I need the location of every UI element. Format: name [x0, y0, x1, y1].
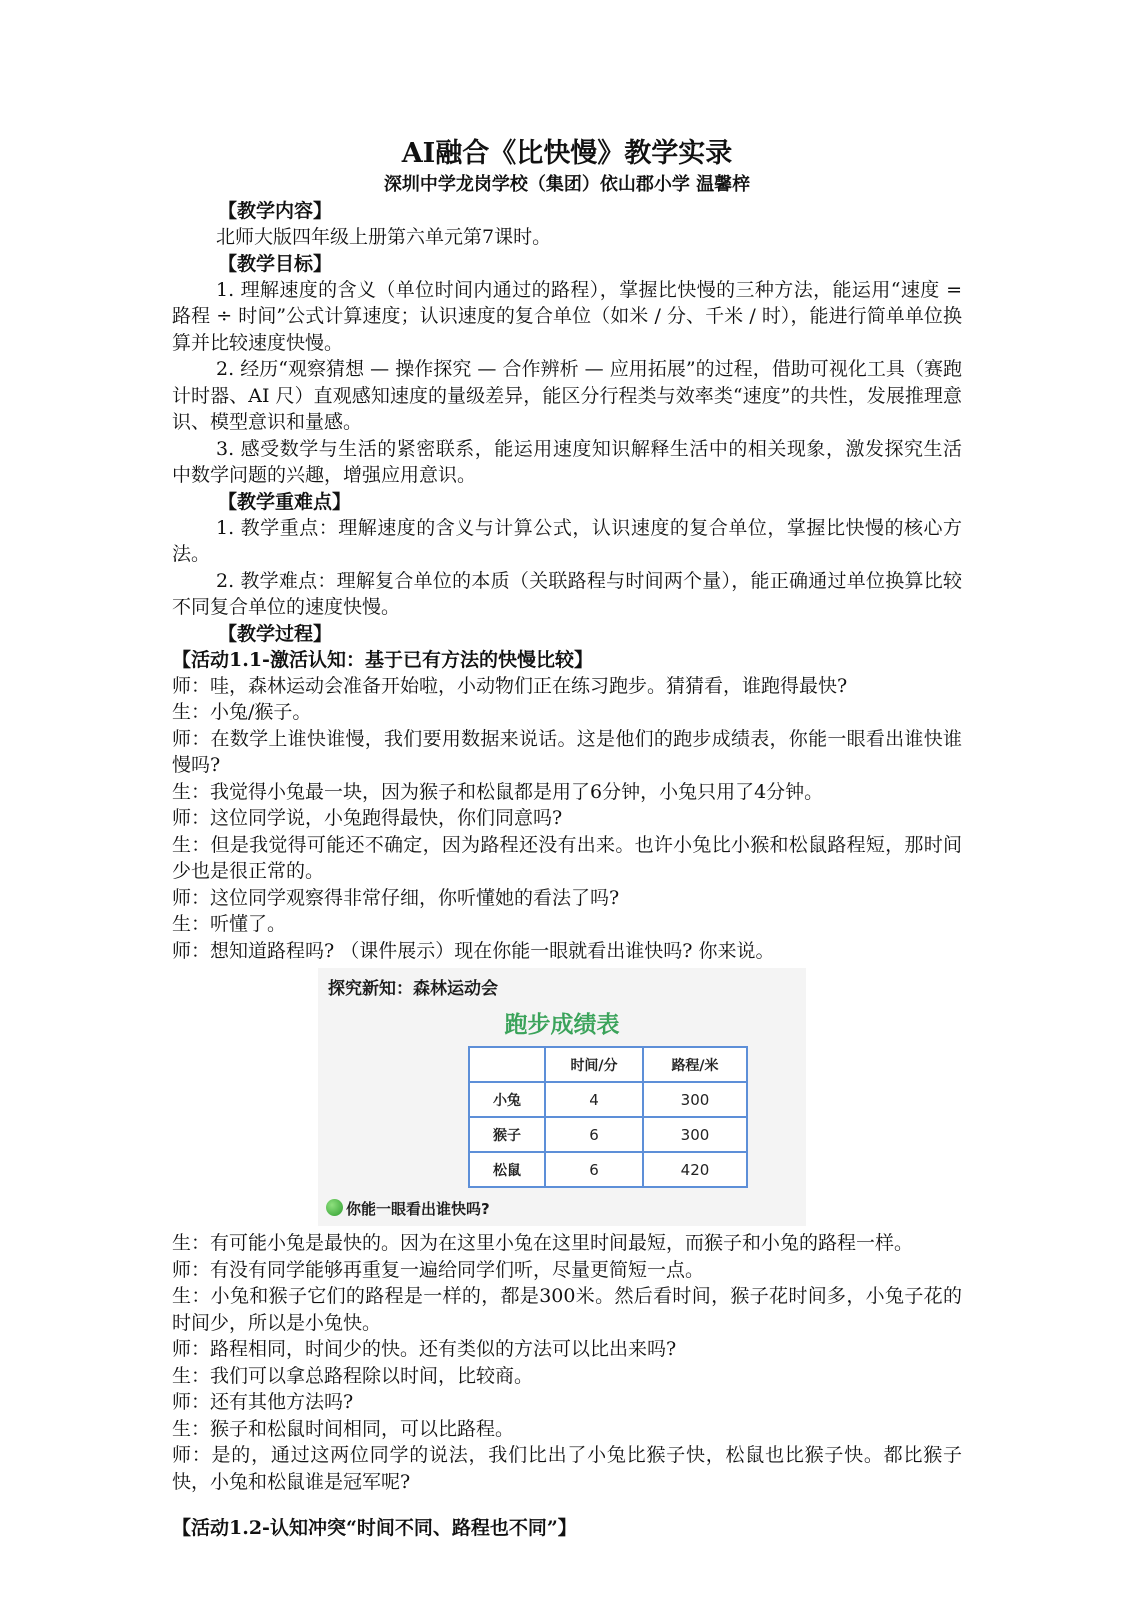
- results-table: [468, 1046, 748, 1188]
- document-page: [172, 136, 962, 1541]
- goal-paragraph: 2. 经历“观察猜想 — 操作探究 — 合作辨析 — 应用拓展”的过程，借助可视化工具（赛跑计时器、AI 尺）直观感知速度的量级差异，能区分行程类与效率类“速度”的共性，发展推理意识、模型意识和量感。: [172, 358, 962, 433]
- slide-figure: [318, 968, 806, 1226]
- dialogue-line: 生：听懂了。: [172, 913, 287, 935]
- dialogue-line: 生：小兔/猴子。: [172, 701, 312, 723]
- dialogue-line: 生：我们可以拿总路程除以时间，比较商。: [172, 1364, 534, 1387]
- section-heading-process: 【教学过程】: [218, 622, 333, 645]
- activity-heading: 【活动1.1-激活认知：基于已有方法的快慢比较】: [172, 648, 593, 671]
- table-cell: 小兔: [469, 1082, 545, 1117]
- slide-header: 探究新知：森林运动会: [328, 979, 498, 999]
- table-cell: 松鼠: [469, 1152, 545, 1187]
- goal-paragraph: 1. 理解速度的含义（单位时间内通过的路程），掌握比快慢的三种方法，能运用“速度 = 路程 ÷ 时间”公式计算速度；认识速度的复合单位（如米 / 分、千米 / 时），能进行简单单位换算并比较速度快慢。: [172, 278, 962, 354]
- section-heading-content: 【教学内容】: [218, 200, 333, 222]
- table-row: [469, 1117, 747, 1152]
- dialogue-line: 生：小兔和猴子它们的路程是一样的，都是300米。然后看时间，猴子花时间多，小兔子花的时间少，所以是小兔快。: [172, 1285, 962, 1334]
- table-row: [469, 1082, 747, 1117]
- dialogue-line: 师：想知道路程吗? （课件展示）现在你能一眼就看出谁快吗? 你来说。: [172, 939, 775, 962]
- slide-question: 你能一眼看出谁快吗?: [346, 1200, 490, 1218]
- goal-paragraph: 3. 感受数学与生活的紧密联系，能运用速度知识解释生活中的相关现象，激发探究生活中数学问题的兴趣，增强应用意识。: [172, 437, 962, 486]
- dialogue-line: 师：还有其他方法吗?: [172, 1391, 354, 1413]
- section-heading-goals: 【教学目标】: [218, 252, 333, 275]
- green-dot-icon: [326, 1199, 343, 1216]
- table-cell: 6: [545, 1117, 643, 1152]
- table-cell: 猴子: [469, 1117, 545, 1152]
- spacer: [172, 1495, 962, 1515]
- table-header-cell: 时间/分: [545, 1047, 643, 1082]
- dialogue-line: 师：是的，通过这两位同学的说法，我们比出了小兔比猴子快，松鼠也比猴子快。都比猴子快，小兔和松鼠谁是冠军呢?: [172, 1444, 962, 1493]
- dialogue-line: 师：这位同学观察得非常仔细，你听懂她的看法了吗?: [172, 886, 620, 909]
- dialogue-line: 师：这位同学说，小兔跑得最快，你们同意吗?: [172, 807, 563, 829]
- content-text: 北师大版四年级上册第六单元第7课时。: [216, 226, 552, 248]
- activity-heading: 【活动1.2-认知冲突“时间不同、路程也不同”】: [172, 1517, 577, 1539]
- keypoint-paragraph: 1. 教学重点：理解速度的含义与计算公式，认识速度的复合单位，掌握比快慢的核心方法。: [172, 516, 962, 565]
- dialogue-line: 生：但是我觉得可能还不确定，因为路程还没有出来。也许小兔比小猴和松鼠路程短，那时间少也是很正常的。: [172, 833, 962, 882]
- dialogue-line: 师：哇，森林运动会准备开始啦，小动物们正在练习跑步。猜猜看，谁跑得最快?: [172, 674, 848, 697]
- dialogue-line: 生：有可能小兔是最快的。因为在这里小兔在这里时间最短，而猴子和小兔的路程一样。: [172, 1232, 914, 1254]
- table-header-cell: [469, 1047, 545, 1082]
- table-cell: 300: [643, 1082, 747, 1117]
- section-heading-keypoints: 【教学重难点】: [218, 490, 352, 513]
- table-cell: 300: [643, 1117, 747, 1152]
- page-title: AI融合《比快慢》教学实录: [401, 138, 733, 169]
- dialogue-line: 师：在数学上谁快谁慢，我们要用数据来说话。这是他们的跑步成绩表，你能一眼看出谁快谁慢吗?: [172, 727, 962, 776]
- dialogue-line: 生：我觉得小兔最一块，因为猴子和松鼠都是用了6分钟，小兔只用了4分钟。: [172, 780, 824, 803]
- author-line: 深圳中学龙岗学校（集团）依山郡小学 温馨梓: [383, 174, 751, 195]
- dialogue-line: 生：猴子和松鼠时间相同，可以比路程。: [172, 1417, 515, 1440]
- dialogue-line: 师：路程相同，时间少的快。还有类似的方法可以比出来吗?: [172, 1338, 677, 1360]
- slide-title: 跑步成绩表: [504, 1012, 620, 1038]
- table-header-cell: 路程/米: [643, 1047, 747, 1082]
- table-row: [469, 1152, 747, 1187]
- table-cell: 6: [545, 1152, 643, 1187]
- table-cell: 420: [643, 1152, 747, 1187]
- dialogue-line: 师：有没有同学能够再重复一遍给同学们听，尽量更简短一点。: [172, 1258, 705, 1281]
- table-header-row: [469, 1047, 747, 1082]
- keypoint-paragraph: 2. 教学难点：理解复合单位的本质（关联路程与时间两个量），能正确通过单位换算比较不同复合单位的速度快慢。: [172, 569, 962, 618]
- table-cell: 4: [545, 1082, 643, 1117]
